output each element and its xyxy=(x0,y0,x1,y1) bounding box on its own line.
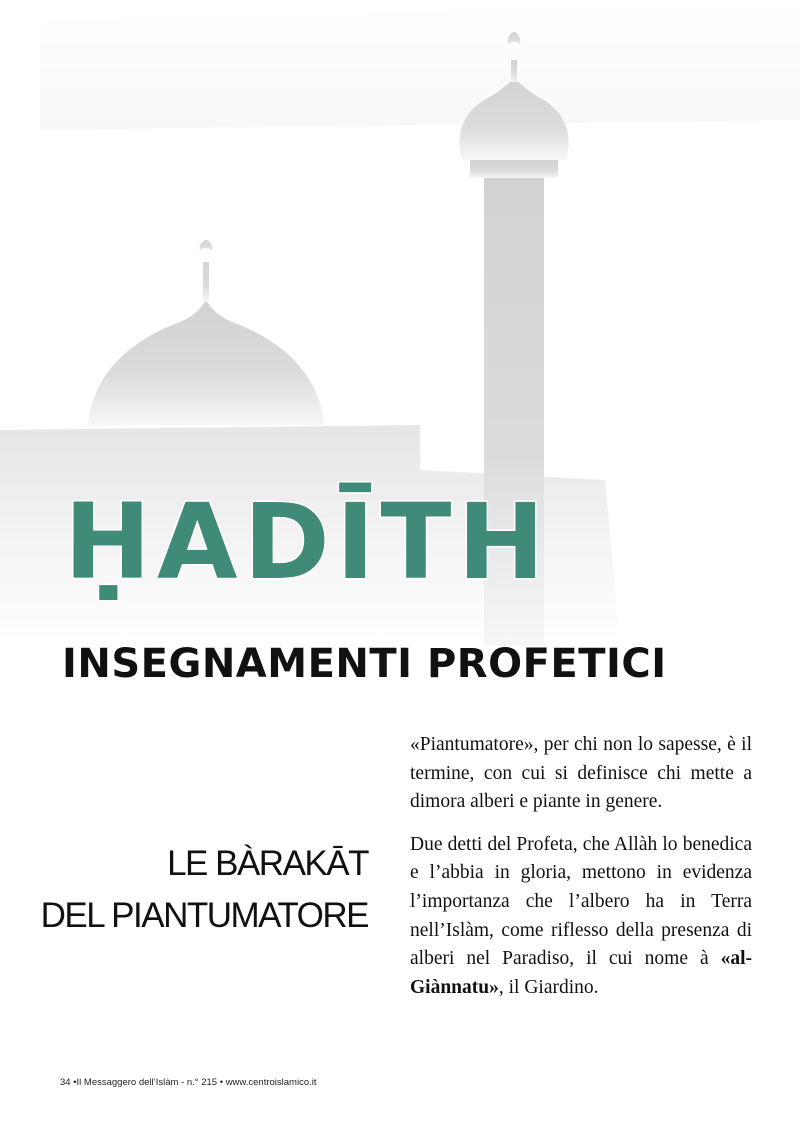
paragraph-2-text: Due detti del Profeta, che Allàh lo benedica e l’abbia in gloria, mettono in evidenza l’importanza che l’albero ha in Terra nell’Islàm, come riflesso della presenza di alberi nel Paradiso, il cui nome à xyxy=(410,833,752,970)
article-body xyxy=(410,731,752,1002)
section-title: ḤADĪTH xyxy=(64,481,551,603)
article-title-line-1: LE BÀRAKĀT xyxy=(167,844,368,883)
page-footer: 34 •Il Messaggero dell’Islàm - n.° 215 • www.centroislamico.it xyxy=(60,1077,317,1088)
article-title-line-2: DEL PIANTUMATORE xyxy=(40,896,368,935)
article-title xyxy=(41,838,368,942)
article-paragraph-2 xyxy=(410,831,752,1003)
section-subtitle: INSEGNAMENTI PROFETICI xyxy=(62,641,667,687)
mosque-dome xyxy=(88,240,324,425)
paragraph-2-tail: , il Giardino. xyxy=(498,976,599,998)
article-paragraph-1: «Piantumatore», per chi non lo sapesse, è il termine, con cui si definisce chi mette a dimora alberi e piante in genere. xyxy=(410,734,752,813)
sky-haze xyxy=(40,0,800,130)
paragraph-2-emphasis: «al-Giànnatu» xyxy=(410,948,752,998)
